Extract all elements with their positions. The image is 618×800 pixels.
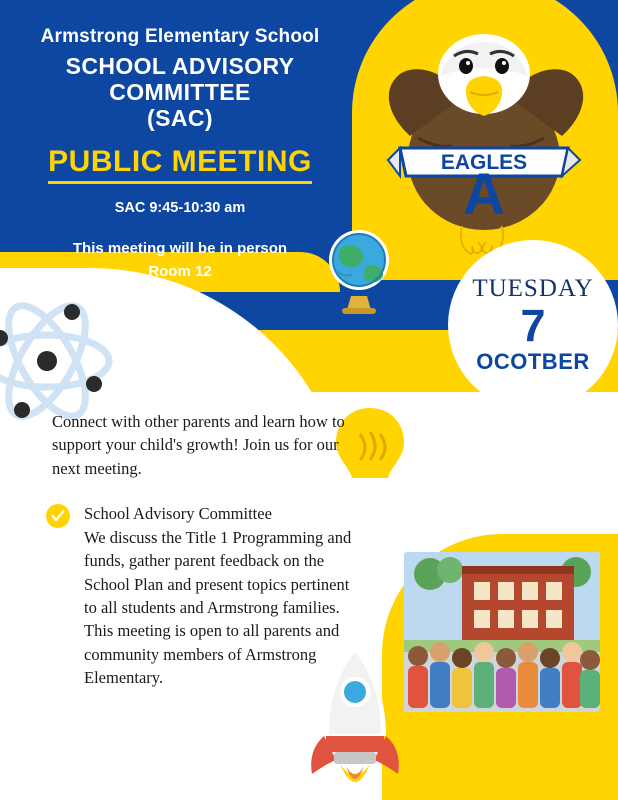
- meeting-location-line2: Room 12: [148, 262, 212, 280]
- date-month: OCOTBER: [476, 348, 590, 374]
- intro-paragraph: Connect with other parents and learn how to support your child's growth! Join us for our next meeting.: [52, 412, 345, 478]
- date-weekday: TUESDAY: [472, 275, 594, 303]
- bullet-body: We discuss the Title 1 Programming and funds, gather parent feedback on the School Plan and present topics pertinent to all students and Armstrong families. This meeting is open to all parents and community members of Armstrong Elementary.: [84, 527, 352, 688]
- check-icon: [46, 504, 70, 528]
- header-block: [0, 26, 360, 283]
- eagle-mascot-logo: [366, 18, 596, 266]
- mascot-word: EAGLES: [440, 151, 528, 174]
- public-meeting-title: PUBLIC MEETING: [48, 145, 312, 184]
- meeting-location-line1: This meeting will be in person: [72, 240, 288, 258]
- committee-title-line2: (SAC): [147, 104, 213, 131]
- rocket-icon: [300, 640, 410, 800]
- committee-title-line1: SCHOOL ADVISORY COMMITTEE: [65, 53, 295, 105]
- students-photo: [404, 552, 600, 712]
- date-badge: [448, 240, 618, 410]
- meeting-time: SAC 9:45-10:30 am: [114, 200, 246, 217]
- meeting-location: [0, 238, 360, 283]
- globe-icon: [318, 226, 400, 316]
- school-name: Armstrong Elementary School: [40, 26, 320, 47]
- bullet-title: School Advisory Committee: [84, 504, 272, 524]
- date-day-number: 7: [520, 300, 546, 352]
- letter-a: A: [463, 162, 505, 227]
